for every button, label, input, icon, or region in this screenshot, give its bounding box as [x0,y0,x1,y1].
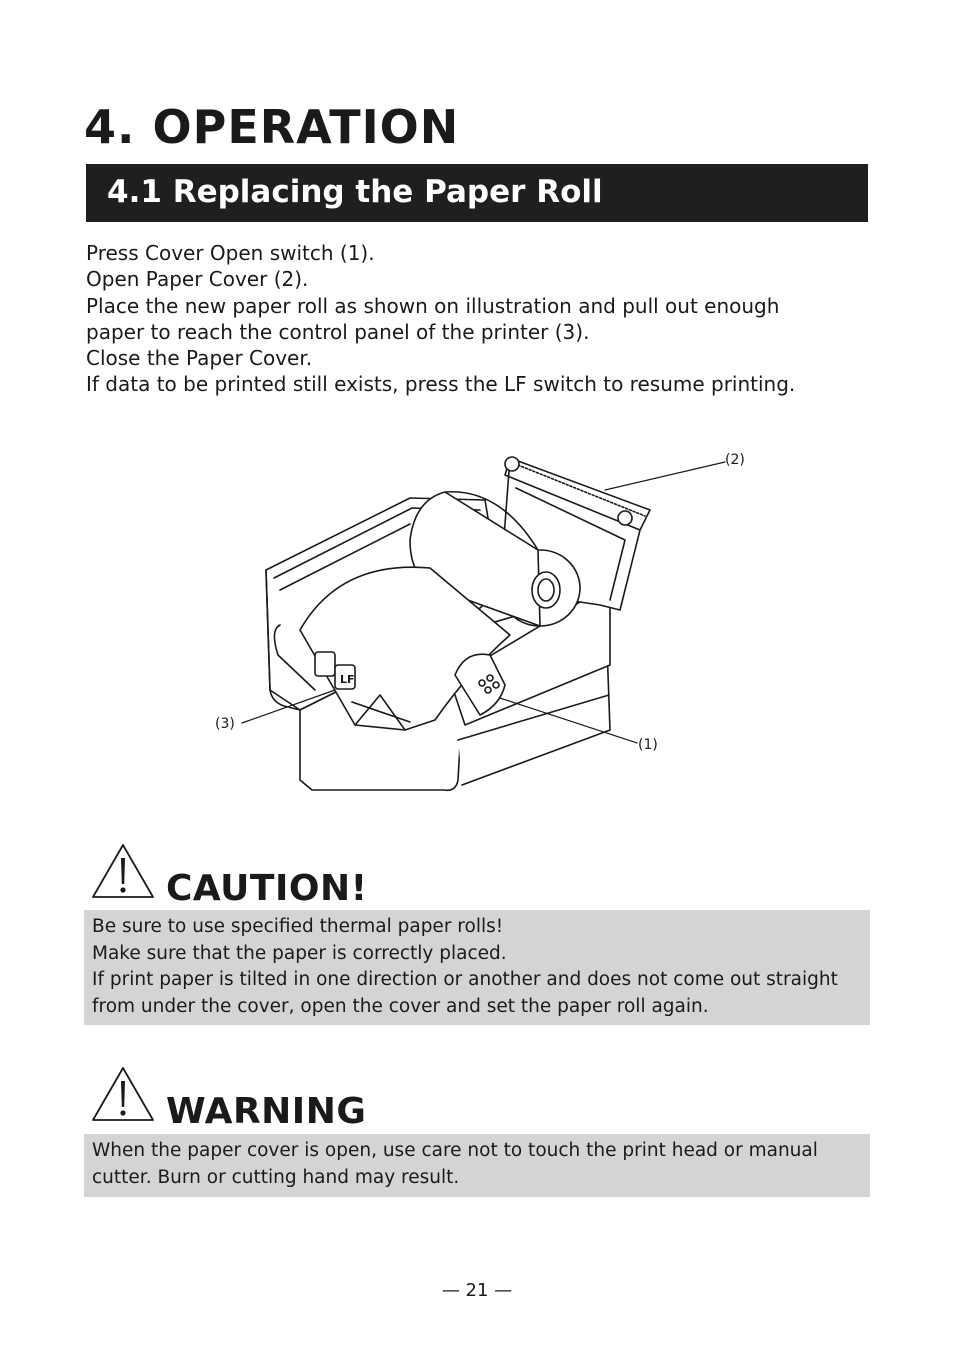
warning-line: cutter. Burn or cutting hand may result. [92,1166,460,1188]
step-line: Press Cover Open switch (1). [86,241,375,265]
chapter-title: 4. OPERATION [84,100,460,154]
caution-line: If print paper is tilted in one direction or another and does not come out straight [92,969,838,990]
caution-line: from under the cover, open the cover and set the paper roll again. [92,995,709,1017]
printer-drawing [200,440,780,800]
caution-title: CAUTION! [166,868,368,909]
callout-2: (2) [725,452,745,468]
step-line: paper to reach the control panel of the printer (3). [86,319,590,344]
panel-lf-label: LF [340,673,355,686]
page-number: — 21 — [441,1280,513,1301]
warning-line: When the paper cover is open, use care not to touch the print head or manual [92,1140,818,1161]
step-line: If data to be printed still exists, press the LF switch to resume printing. [86,372,796,397]
step-line: Open Paper Cover (2). [86,267,309,292]
caution-line: Make sure that the paper is correctly placed. [92,942,507,964]
warning-triangle-icon [90,1065,156,1123]
callout-1: (1) [638,737,658,753]
warning-box [84,1134,870,1197]
section-title: 4.1 Replacing the Paper Roll [107,174,603,210]
printer-illustration [200,440,780,800]
step-line: Place the new paper roll as shown on illustration and pull out enough [86,293,780,318]
callout-3: (3) [215,716,235,732]
caution-line: Be sure to use specified thermal paper rolls! [92,916,504,937]
caution-box [84,910,870,1025]
step-line: Close the Paper Cover. [86,346,313,371]
caution-warning-triangle-icon [90,842,156,900]
instruction-steps [86,240,886,398]
section-header-bar [86,164,868,222]
warning-title: WARNING [166,1091,367,1132]
